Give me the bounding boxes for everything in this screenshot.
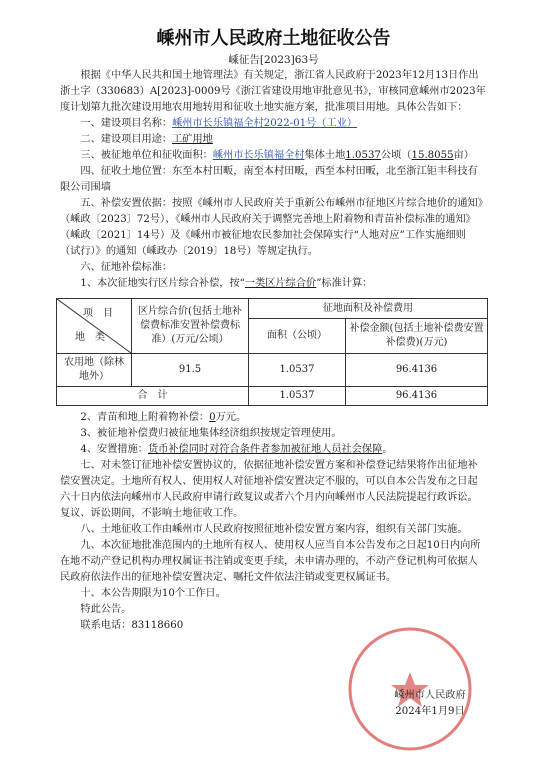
item-area: 三、被征地单位和征收面积：嵊州市长乐镇福全村集体土地1.0537公顷（15.8055亩） xyxy=(80,150,474,161)
crops-value: 0 xyxy=(209,412,216,423)
header-area: 面积（公顷） xyxy=(249,319,346,354)
area-hectare: 1.0537 xyxy=(345,150,381,161)
header-group: 征地面积及补偿费用 xyxy=(249,299,488,319)
contact-phone: 联系电话：83118660 xyxy=(80,620,184,631)
table-total-row xyxy=(57,387,488,406)
header-price: 区片综合价(包括土地补偿费标准安置补偿费标准）(万元/公顷） xyxy=(132,299,249,354)
project-use-value: 工矿用地 xyxy=(172,134,213,145)
item-resettlement: 4、安置措施：货币补偿同时对符合条件者参加被征地人员社会保障。 xyxy=(80,444,393,455)
item-location: 四、征收土地位置：东至本村田畈，南至本村田畈，西至本村田畈，北至浙江钜丰科技有限公司围墙 xyxy=(60,166,478,193)
item-nine: 九、本次征地批准范围内的土地所有权人、使用权人应当自本公告发布之日起10日内向所在地不动产登记机构办理权属证书注销或变更手续，未申请办理的，不动产登记机构可依据人民政府依法作出的征地补偿安置决定、嘱托文件依法注销或变更权属证书。 xyxy=(60,540,481,583)
item-fee-usage: 3、被征地补偿费归被征地集体经济组织按规定管理使用。 xyxy=(80,428,342,439)
closing-text: 特此公告。 xyxy=(80,604,132,615)
area-mu: 15.8055 xyxy=(411,150,454,161)
resettlement-value: 货币补偿同时对符合条件者参加被征地人员社会保障 xyxy=(148,444,383,455)
item-ten: 十、本公告期限为10个工作日。 xyxy=(80,588,226,599)
expropriated-unit: 嵊州市长乐镇福全村 xyxy=(212,150,305,161)
document-title: 嵊州市人民政府土地征收公告 xyxy=(156,28,391,49)
table-diagonal-header xyxy=(57,299,132,354)
standard-class: 一类区片综合价 xyxy=(244,278,317,289)
header-item: 项 目 xyxy=(83,308,113,319)
cell-class: 农用地（除林地外） xyxy=(57,354,132,387)
signature-date: 2024年1月9日 xyxy=(395,706,465,717)
item-basis: 五、补偿安置依据：按照《嵊州市人民政府关于重新公布嵊州市征地区片综合地价的通知》（嵊政〔2023〕72号）、《嵊州市人民政府关于调整完善地上附着物和青苗补偿标准的通知》（嵊政〔2021〕14号）及《嵊州市被征地农民参加社会保障实行“人地对应”工作实施细则（试行）》的通知（嵊政办〔2019〕18号）等规定执行。 xyxy=(60,198,483,257)
intro-paragraph: 根据《中华人民共和国土地管理法》有关规定，浙江省人民政府于2023年12月13日作出浙土字（330683）A[2023]-0009号《浙江省建设用地审批意见书》，审核同意嵊州市2023年度计划第九批次建设用地农用地转用和征收土地实施方案，批准项目用地。具体公告如下： xyxy=(60,70,486,113)
total-area: 1.0537 xyxy=(249,387,346,406)
item-project-name: 一、建设项目名称：嵊州市长乐镇福全村2022-01号（工业） xyxy=(80,118,358,129)
compensation-table xyxy=(56,298,488,406)
item-crops: 2、青苗和地上附着物补偿：0万元。 xyxy=(80,412,247,423)
item-eight: 八、土地征收工作由嵊州市人民政府按照征地补偿安置方案内容，组织有关部门实施。 xyxy=(80,524,468,535)
item-standard: 六、征地补偿标准： xyxy=(80,262,173,273)
total-amount: 96.4136 xyxy=(346,387,488,406)
item-project-use: 二、建设项目用途：工矿用地 xyxy=(80,134,213,145)
header-class: 地 类 xyxy=(75,332,105,343)
item-standard-1: 1、本次征地实行区片综合补偿，按“一类区片综合价”标准计算： xyxy=(80,278,373,289)
project-name-value: 嵊州市长乐镇福全村2022-01号（工业） xyxy=(172,118,358,129)
document-number: 嵊征告[2023]63号 xyxy=(228,54,319,66)
cell-price: 91.5 xyxy=(132,354,249,387)
document-body xyxy=(60,68,486,634)
table-row xyxy=(57,354,488,387)
signature-org: 嵊州市人民政府 xyxy=(394,690,466,701)
header-amount: 补偿金额(包括土地补偿费安置补偿费)(万元) xyxy=(346,319,488,354)
cell-area: 1.0537 xyxy=(249,354,346,387)
cell-amount: 96.4136 xyxy=(346,354,488,387)
item-seven: 七、对未签订征地补偿安置协议的，依据征地补偿安置方案和补偿登记结果将作出征地补偿安置决定。土地所有权人、使用权人对征地补偿安置决定不服的，可以自本公告发布之日起六十日内依法向嵊州市人民政府申请行政复议或者六个月内向嵊州市人民法院提起行政诉讼。复议、诉讼期间，不影响土地征收工作。 xyxy=(60,460,478,519)
total-label: 合 计 xyxy=(57,387,249,406)
signature-block xyxy=(360,688,500,720)
